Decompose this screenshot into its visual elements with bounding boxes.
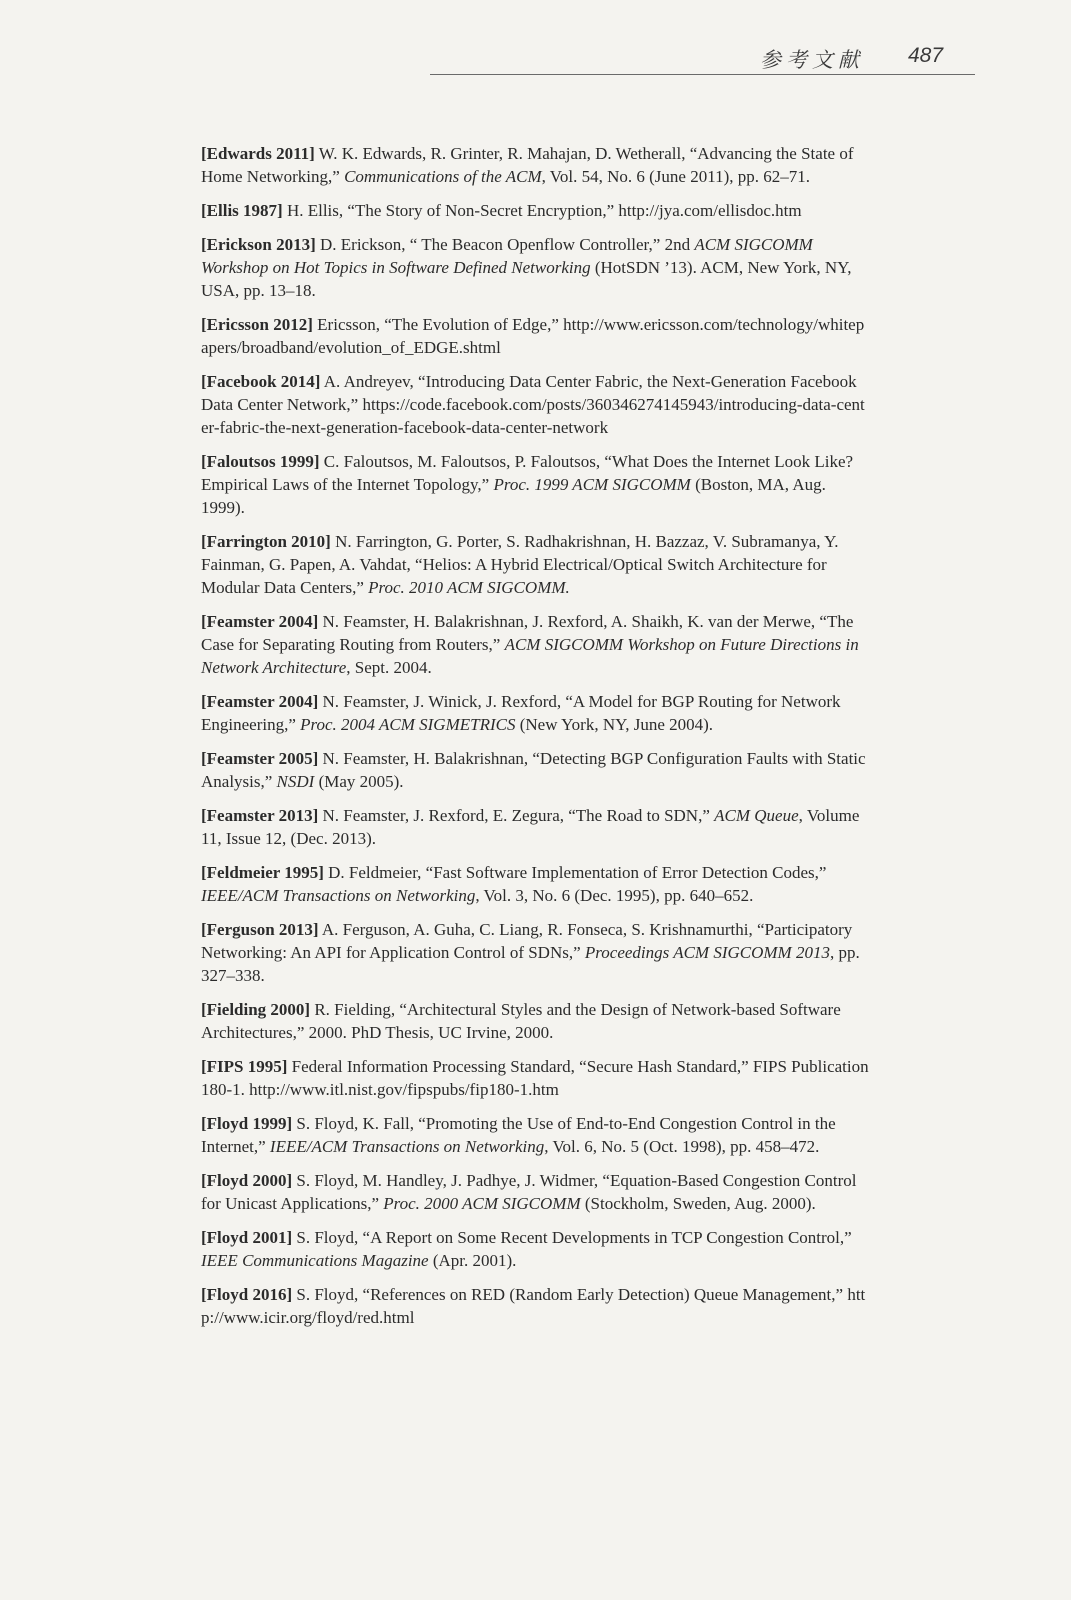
- reference-venue: IEEE/ACM Transactions on Networking: [269, 1137, 545, 1156]
- reference-text: , Volume 11, Issue 12, (Dec. 2013).: [201, 806, 860, 848]
- reference-venue: Proceedings ACM SIGCOMM 2013: [584, 943, 830, 962]
- section-title: 参考文献: [760, 48, 864, 72]
- reference-text: N. Farrington, G. Porter, S. Radhakrishnan, H. Bazzaz, V. Subramanya, Y. Fainman, G. Papen, A. Vahdat, “Helios: A Hybrid Electrical/Optical Switch Architecture for Modular Data Centers,”: [201, 532, 839, 597]
- reference-text: S. Floyd, K. Fall, “Promoting the Use of End-to-End Congestion Control in the Internet,”: [201, 1114, 836, 1156]
- reference-list: [201, 142, 869, 1340]
- reference-text: H. Ellis, “The Story of Non-Secret Encryption,”: [282, 201, 619, 220]
- reference-text: , Vol. 54, No. 6 (June 2011), pp. 62–71.: [541, 167, 810, 186]
- reference-key: [Floyd 2001]: [201, 1228, 293, 1247]
- reference-key: [Ellis 1987]: [201, 201, 283, 220]
- page-header: [0, 0, 1071, 80]
- reference-text: (May 2005).: [314, 772, 404, 791]
- reference-key: [Floyd 1999]: [201, 1114, 293, 1133]
- reference-entry: [201, 530, 869, 599]
- reference-entry: [201, 1112, 869, 1158]
- reference-entry: [201, 1169, 869, 1215]
- reference-text: (HotSDN ’13). ACM, New York, NY, USA, pp. 13–18.: [201, 258, 852, 300]
- reference-url: http://www.ericsson.com/technology/whitepapers/broadband/evolution_of_EDGE.shtml: [201, 315, 865, 357]
- reference-key: [Edwards 2011]: [201, 144, 315, 163]
- reference-url: http://jya.com/ellisdoc.htm: [618, 201, 802, 220]
- reference-key: [Feamster 2013]: [201, 806, 319, 825]
- reference-url: http://www.itl.nist.gov/fipspubs/fip180-1.htm: [249, 1080, 559, 1099]
- reference-text: , pp. 327–338.: [201, 943, 860, 985]
- reference-key: [FIPS 1995]: [201, 1057, 288, 1076]
- reference-venue: Communications of the ACM: [344, 167, 542, 186]
- reference-text: , Vol. 6, No. 5 (Oct. 1998), pp. 458–472.: [544, 1137, 820, 1156]
- reference-key: [Facebook 2014]: [201, 372, 321, 391]
- reference-venue: Proc. 2010 ACM SIGCOMM.: [368, 578, 570, 597]
- reference-text: S. Floyd, “A Report on Some Recent Developments in TCP Congestion Control,”: [292, 1228, 852, 1247]
- reference-text: , Sept. 2004.: [346, 658, 432, 677]
- page-number: 487: [908, 44, 944, 67]
- reference-key: [Feamster 2004]: [201, 692, 319, 711]
- reference-key: [Faloutsos 1999]: [201, 452, 320, 471]
- reference-text: C. Faloutsos, M. Faloutsos, P. Faloutsos, “What Does the Internet Look Like? Empirical Laws of the Internet Topology,”: [201, 452, 854, 494]
- reference-entry: [201, 804, 869, 850]
- reference-entry: [201, 370, 869, 439]
- reference-venue: ACM SIGCOMM Workshop on Future Directions in Network Architecture: [201, 635, 859, 677]
- reference-text: S. Floyd, “References on RED (Random Early Detection) Queue Management,”: [292, 1285, 848, 1304]
- reference-text: N. Feamster, H. Balakrishnan, J. Rexford, A. Shaikh, K. van der Merwe, “The Case for Separating Routing from Routers,”: [201, 612, 854, 654]
- reference-text: Ericsson, “The Evolution of Edge,”: [312, 315, 564, 334]
- reference-entry: [201, 450, 869, 519]
- reference-url: http://www.icir.org/floyd/red.html: [201, 1285, 866, 1327]
- reference-key: [Feldmeier 1995]: [201, 863, 324, 882]
- reference-entry: [201, 313, 869, 359]
- reference-key: [Ericsson 2012]: [201, 315, 313, 334]
- reference-venue: ACM SIGCOMM Workshop on Hot Topics in Software Defined Networking: [201, 235, 813, 277]
- reference-text: W. K. Edwards, R. Grinter, R. Mahajan, D. Wetherall, “Advancing the State of Home Networking,”: [201, 144, 854, 186]
- reference-venue: IEEE/ACM Transactions on Networking: [201, 886, 476, 905]
- reference-text: D. Erickson, “ The Beacon Openflow Controller,” 2nd: [315, 235, 695, 254]
- reference-key: [Feamster 2005]: [201, 749, 319, 768]
- reference-entry: [201, 233, 869, 302]
- reference-entry: [201, 690, 869, 736]
- reference-text: D. Feldmeier, “Fast Software Implementation of Error Detection Codes,”: [323, 863, 827, 882]
- reference-text: R. Fielding, “Architectural Styles and the Design of Network-based Software Architectures,” 2000. PhD Thesis, UC Irvine, 2000.: [201, 1000, 841, 1042]
- reference-key: [Ferguson 2013]: [201, 920, 319, 939]
- reference-venue: Proc. 2004 ACM SIGMETRICS: [300, 715, 516, 734]
- reference-text: N. Feamster, H. Balakrishnan, “Detecting BGP Configuration Faults with Static Analysis,”: [201, 749, 866, 791]
- reference-entry: [201, 861, 869, 907]
- header-rule: [430, 74, 975, 75]
- reference-text: N. Feamster, J. Winick, J. Rexford, “A Model for BGP Routing for Network Engineering,”: [201, 692, 841, 734]
- reference-key: [Feamster 2004]: [201, 612, 319, 631]
- reference-venue: ACM Queue: [714, 806, 799, 825]
- reference-text: S. Floyd, M. Handley, J. Padhye, J. Widmer, “Equation-Based Congestion Control for Unicast Applications,”: [201, 1171, 857, 1213]
- reference-text: (Boston, MA, Aug. 1999).: [201, 475, 826, 517]
- reference-venue: NSDI: [276, 772, 315, 791]
- reference-text: , Vol. 3, No. 6 (Dec. 1995), pp. 640–652.: [475, 886, 754, 905]
- reference-text: (Apr. 2001).: [428, 1251, 517, 1270]
- reference-key: [Floyd 2016]: [201, 1285, 293, 1304]
- reference-url: https://code.facebook.com/posts/360346274145943/introducing-data-center-fabric-the-next-generation-facebook-data-center-network: [201, 395, 865, 437]
- reference-venue: IEEE Communications Magazine: [201, 1251, 429, 1270]
- reference-entry: [201, 1283, 869, 1329]
- reference-entry: [201, 747, 869, 793]
- reference-entry: [201, 918, 869, 987]
- reference-text: (Stockholm, Sweden, Aug. 2000).: [580, 1194, 816, 1213]
- reference-text: (New York, NY, June 2004).: [515, 715, 714, 734]
- reference-entry: [201, 142, 869, 188]
- reference-key: [Floyd 2000]: [201, 1171, 293, 1190]
- reference-entry: [201, 610, 869, 679]
- reference-text: A. Andreyev, “Introducing Data Center Fabric, the Next-Generation Facebook Data Center Network,”: [201, 372, 857, 414]
- reference-venue: Proc. 2000 ACM SIGCOMM: [383, 1194, 581, 1213]
- reference-entry: [201, 1226, 869, 1272]
- reference-entry: [201, 1055, 869, 1101]
- reference-text: Federal Information Processing Standard, “Secure Hash Standard,” FIPS Publication 180-1.: [201, 1057, 869, 1099]
- reference-entry: [201, 199, 869, 222]
- reference-text: N. Feamster, J. Rexford, E. Zegura, “The Road to SDN,”: [318, 806, 715, 825]
- reference-entry: [201, 998, 869, 1044]
- reference-text: A. Ferguson, A. Guha, C. Liang, R. Fonseca, S. Krishnamurthi, “Participatory Networking: An API for Application Control of SDNs,”: [201, 920, 853, 962]
- reference-key: [Erickson 2013]: [201, 235, 316, 254]
- reference-key: [Fielding 2000]: [201, 1000, 311, 1019]
- reference-venue: Proc. 1999 ACM SIGCOMM: [493, 475, 691, 494]
- reference-key: [Farrington 2010]: [201, 532, 331, 551]
